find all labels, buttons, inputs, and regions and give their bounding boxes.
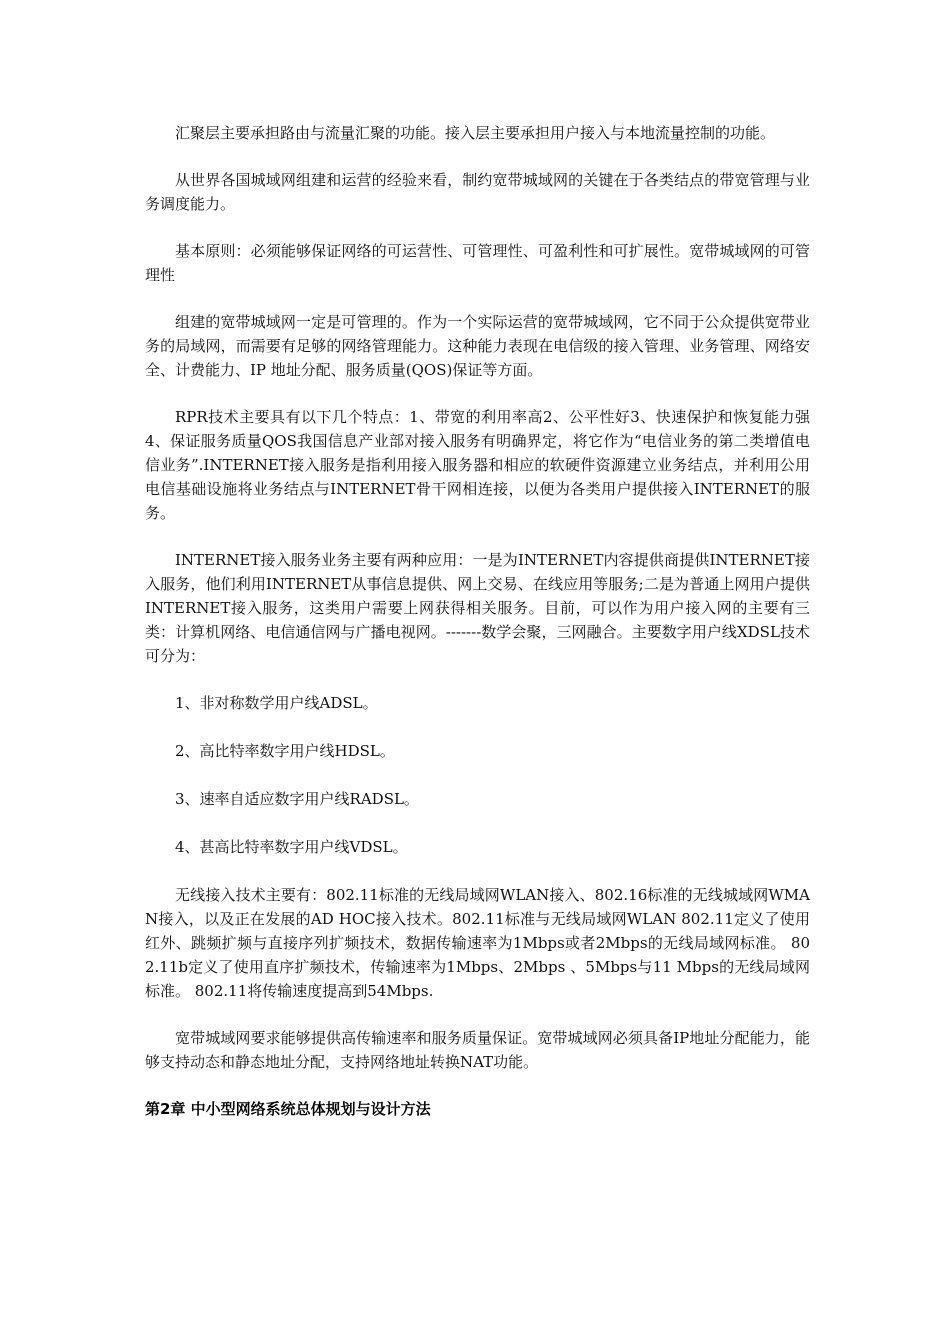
paragraph-wireless-access: 无线接入技术主要有：802.11标准的无线局域网WLAN接入、802.16标准的无线城域网WMAN接入，以及正在发展的AD HOC接入技术。802.11标准与无线局域网WLAN 802.11定义了使用红外、跳频扩频与直接序列扩频技术，数据传输速率为1Mbps或者2Mbps的无线局域网标准。 802.11b定义了使用直序扩频技术，传输速率为1Mbps、2Mbps 、5Mbps与11 Mbps的无线局域网标准。 802.11将传输速度提高到54Mbps.	[145, 886, 810, 1000]
chapter-heading: 第2章 中小型网络系统总体规划与设计方法	[145, 1100, 431, 1118]
paragraph-basic-principles: 基本原则：必须能够保证网络的可运营性、可管理性、可盈利性和可扩展性。宽带城域网的可管理性	[145, 242, 810, 284]
paragraph-metro-experience: 从世界各国城域网组建和运营的经验来看，制约宽带城域网的关键在于各类结点的带宽管理与业务调度能力。	[145, 171, 810, 213]
paragraph-internet-access: INTERNET接入服务业务主要有两种应用：一是为INTERNET内容提供商提供INTERNET接入服务，他们利用INTERNET从事信息提供、网上交易、在线应用等服务;二是为普通上网用户提供INTERNET接入服务，这类用户需要上网获得相关服务。目前，可以作为用户接入网的主要有三类：计算机网络、电信通信网与广播电视网。-------数学会聚，三网融合。主要数字用户线XDSL技术可分为：	[145, 551, 810, 665]
paragraph-broadband-requirements: 宽带城域网要求能够提供高传输速率和服务质量保证。宽带城域网必须具备IP地址分配能力，能够支持动态和静态地址分配，支持网络地址转换NAT功能。	[145, 1029, 810, 1071]
list-item-radsl: 3、速率自适应数字用户线RADSL。	[175, 790, 419, 808]
paragraph-manageability: 组建的宽带城域网一定是可管理的。作为一个实际运营的宽带城域网，它不同于公众提供宽带业务的局域网，而需要有足够的网络管理能力。这种能力表现在电信级的接入管理、业务管理、网络安全、计费能力、IP 地址分配、服务质量(QOS)保证等方面。	[145, 313, 810, 379]
paragraph-aggregation-layer: 汇聚层主要承担路由与流量汇聚的功能。接入层主要承担用户接入与本地流量控制的功能。	[175, 124, 776, 142]
paragraph-rpr-features: RPR技术主要具有以下几个特点：1、带宽的利用率高2、公平性好3、快速保护和恢复能力强4、保证服务质量QOS我国信息产业部对接入服务有明确界定，将它作为“电信业务的第二类增值电信业务”.INTERNET接入服务是指利用接入服务器和相应的软硬件资源建立业务结点，并利用公用电信基础设施将业务结点与INTERNET骨干网相连接，以便为各类用户提供接入INTERNET的服务。	[145, 408, 810, 522]
list-item-vdsl: 4、甚高比特率数字用户线VDSL。	[175, 838, 408, 856]
list-item-adsl: 1、非对称数学用户线ADSL。	[175, 694, 378, 712]
document-body	[145, 121, 810, 1121]
list-item-hdsl: 2、高比特率数字用户线HDSL。	[175, 742, 395, 760]
